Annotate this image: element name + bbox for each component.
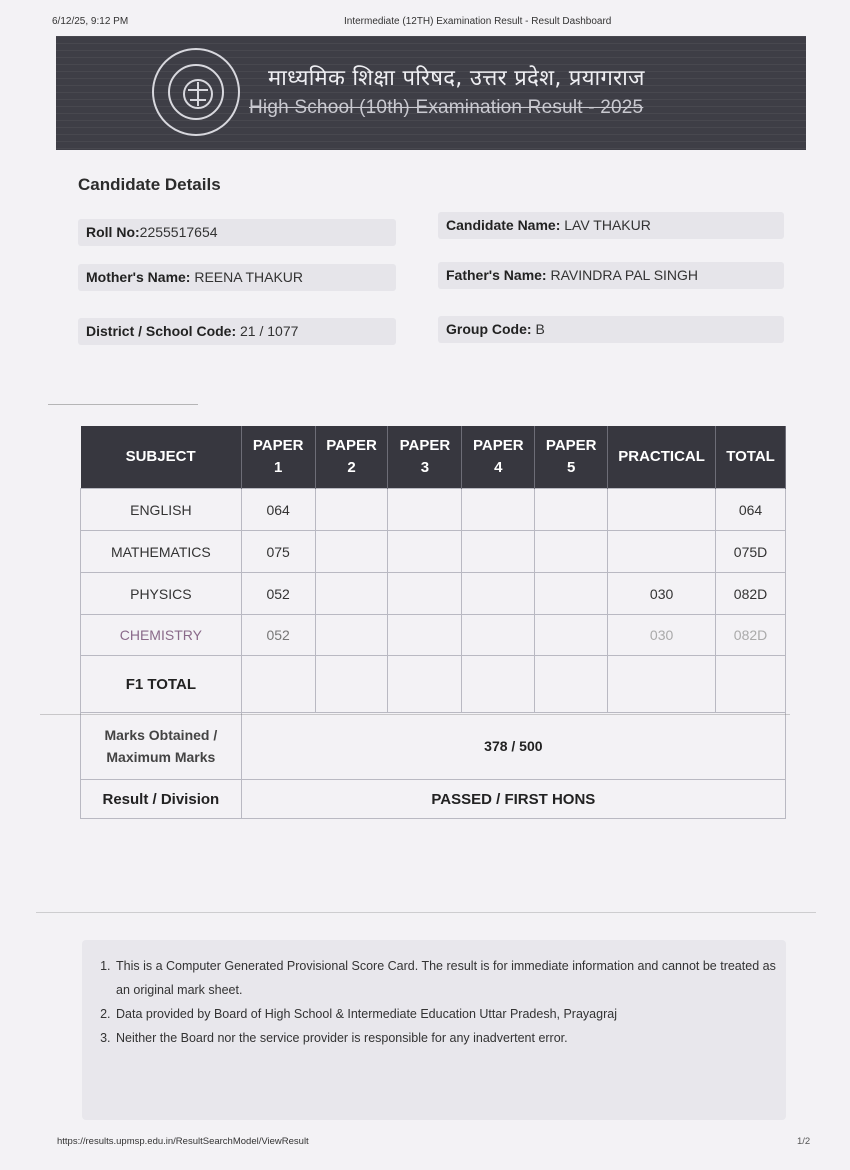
header-paper-2: PAPER 2 <box>315 426 388 489</box>
f1-total-label: F1 TOTAL <box>81 656 242 713</box>
roll-number-field <box>78 219 396 246</box>
candidate-name-field <box>438 212 784 239</box>
result-row <box>81 780 786 819</box>
table-row <box>81 573 786 615</box>
header-subject: SUBJECT <box>81 426 242 489</box>
practical-cell <box>608 489 716 531</box>
note-item: 2. Data provided by Board of High School & Intermediate Education Uttar Pradesh, Prayagraj <box>114 1002 786 1026</box>
marks-obtained-value: 378 / 500 <box>241 713 785 780</box>
note-item: 1. This is a Computer Generated Provisional Score Card. The result is for immediate information and cannot be treated as an original mark sheet. <box>114 954 786 1002</box>
district-school-code-field <box>78 318 396 345</box>
mother-name-field <box>78 264 396 291</box>
header-paper-5: PAPER 5 <box>535 426 608 489</box>
result-label: Result / Division <box>81 780 242 819</box>
banner-title-english: High School (10th) Examination Result - 2025 <box>249 97 644 118</box>
f1-total-row <box>81 656 786 713</box>
total-cell: 075D <box>716 531 786 573</box>
paper-1-cell: 052 <box>241 573 315 615</box>
candidate-name-label: Candidate Name: <box>446 217 561 233</box>
header-banner <box>56 36 806 150</box>
note-item: 3. Neither the Board nor the service provider is responsible for any inadvertent error. <box>114 1026 786 1050</box>
mother-name-label: Mother's Name: <box>86 269 191 285</box>
practical-cell: 030 <box>608 573 716 615</box>
board-seal-logo <box>152 48 240 136</box>
header-practical: PRACTICAL <box>608 426 716 489</box>
print-datetime: 6/12/25, 9:12 PM <box>52 16 129 27</box>
footer-page-number: 1/2 <box>797 1136 811 1147</box>
paper-1-cell: 075 <box>241 531 315 573</box>
group-label: Group Code: <box>446 321 532 337</box>
paper-1-cell: 064 <box>241 489 315 531</box>
father-name-label: Father's Name: <box>446 267 547 283</box>
table-row <box>81 615 786 656</box>
roll-label: Roll No: <box>86 224 140 240</box>
total-cell: 082D <box>716 615 786 656</box>
marks-obtained-label: Marks Obtained / Maximum Marks <box>81 713 242 780</box>
footer-url: https://results.upmsp.edu.in/ResultSearchModel/ViewResult <box>57 1136 309 1147</box>
subject-cell: MATHEMATICS <box>81 531 242 573</box>
paper-1-cell: 052 <box>241 615 315 656</box>
disclaimer-notes <box>82 940 786 1120</box>
table-row <box>81 489 786 531</box>
mother-name-value: REENA THAKUR <box>194 269 304 285</box>
result-value: PASSED / FIRST HONS <box>241 780 785 819</box>
subject-cell: CHEMISTRY <box>81 615 242 656</box>
subject-cell: PHYSICS <box>81 573 242 615</box>
table-row <box>81 531 786 573</box>
marks-obtained-row <box>81 713 786 780</box>
district-value: 21 / 1077 <box>240 323 299 339</box>
roll-value: 2255517654 <box>139 224 218 240</box>
header-paper-3: PAPER 3 <box>388 426 462 489</box>
group-code-field <box>438 316 784 343</box>
header-total: TOTAL <box>716 426 786 489</box>
father-name-value: RAVINDRA PAL SINGH <box>550 267 699 283</box>
group-value: B <box>535 321 545 337</box>
district-label: District / School Code: <box>86 323 237 339</box>
print-page-title: Intermediate (12TH) Examination Result - Result Dashboard <box>344 16 612 27</box>
total-cell: 064 <box>716 489 786 531</box>
candidate-name-value: LAV THAKUR <box>564 217 651 233</box>
marks-table <box>80 426 786 819</box>
banner-title-hindi: माध्यमिक शिक्षा परिषद, उत्तर प्रदेश, प्रयागराज <box>268 66 645 91</box>
father-name-field <box>438 262 784 289</box>
practical-cell: 030 <box>608 615 716 656</box>
candidate-details-heading: Candidate Details <box>78 175 221 194</box>
practical-cell <box>608 531 716 573</box>
subject-cell: ENGLISH <box>81 489 242 531</box>
total-cell: 082D <box>716 573 786 615</box>
marks-table-header <box>81 426 786 489</box>
header-paper-4: PAPER 4 <box>462 426 535 489</box>
header-paper-1: PAPER 1 <box>241 426 315 489</box>
